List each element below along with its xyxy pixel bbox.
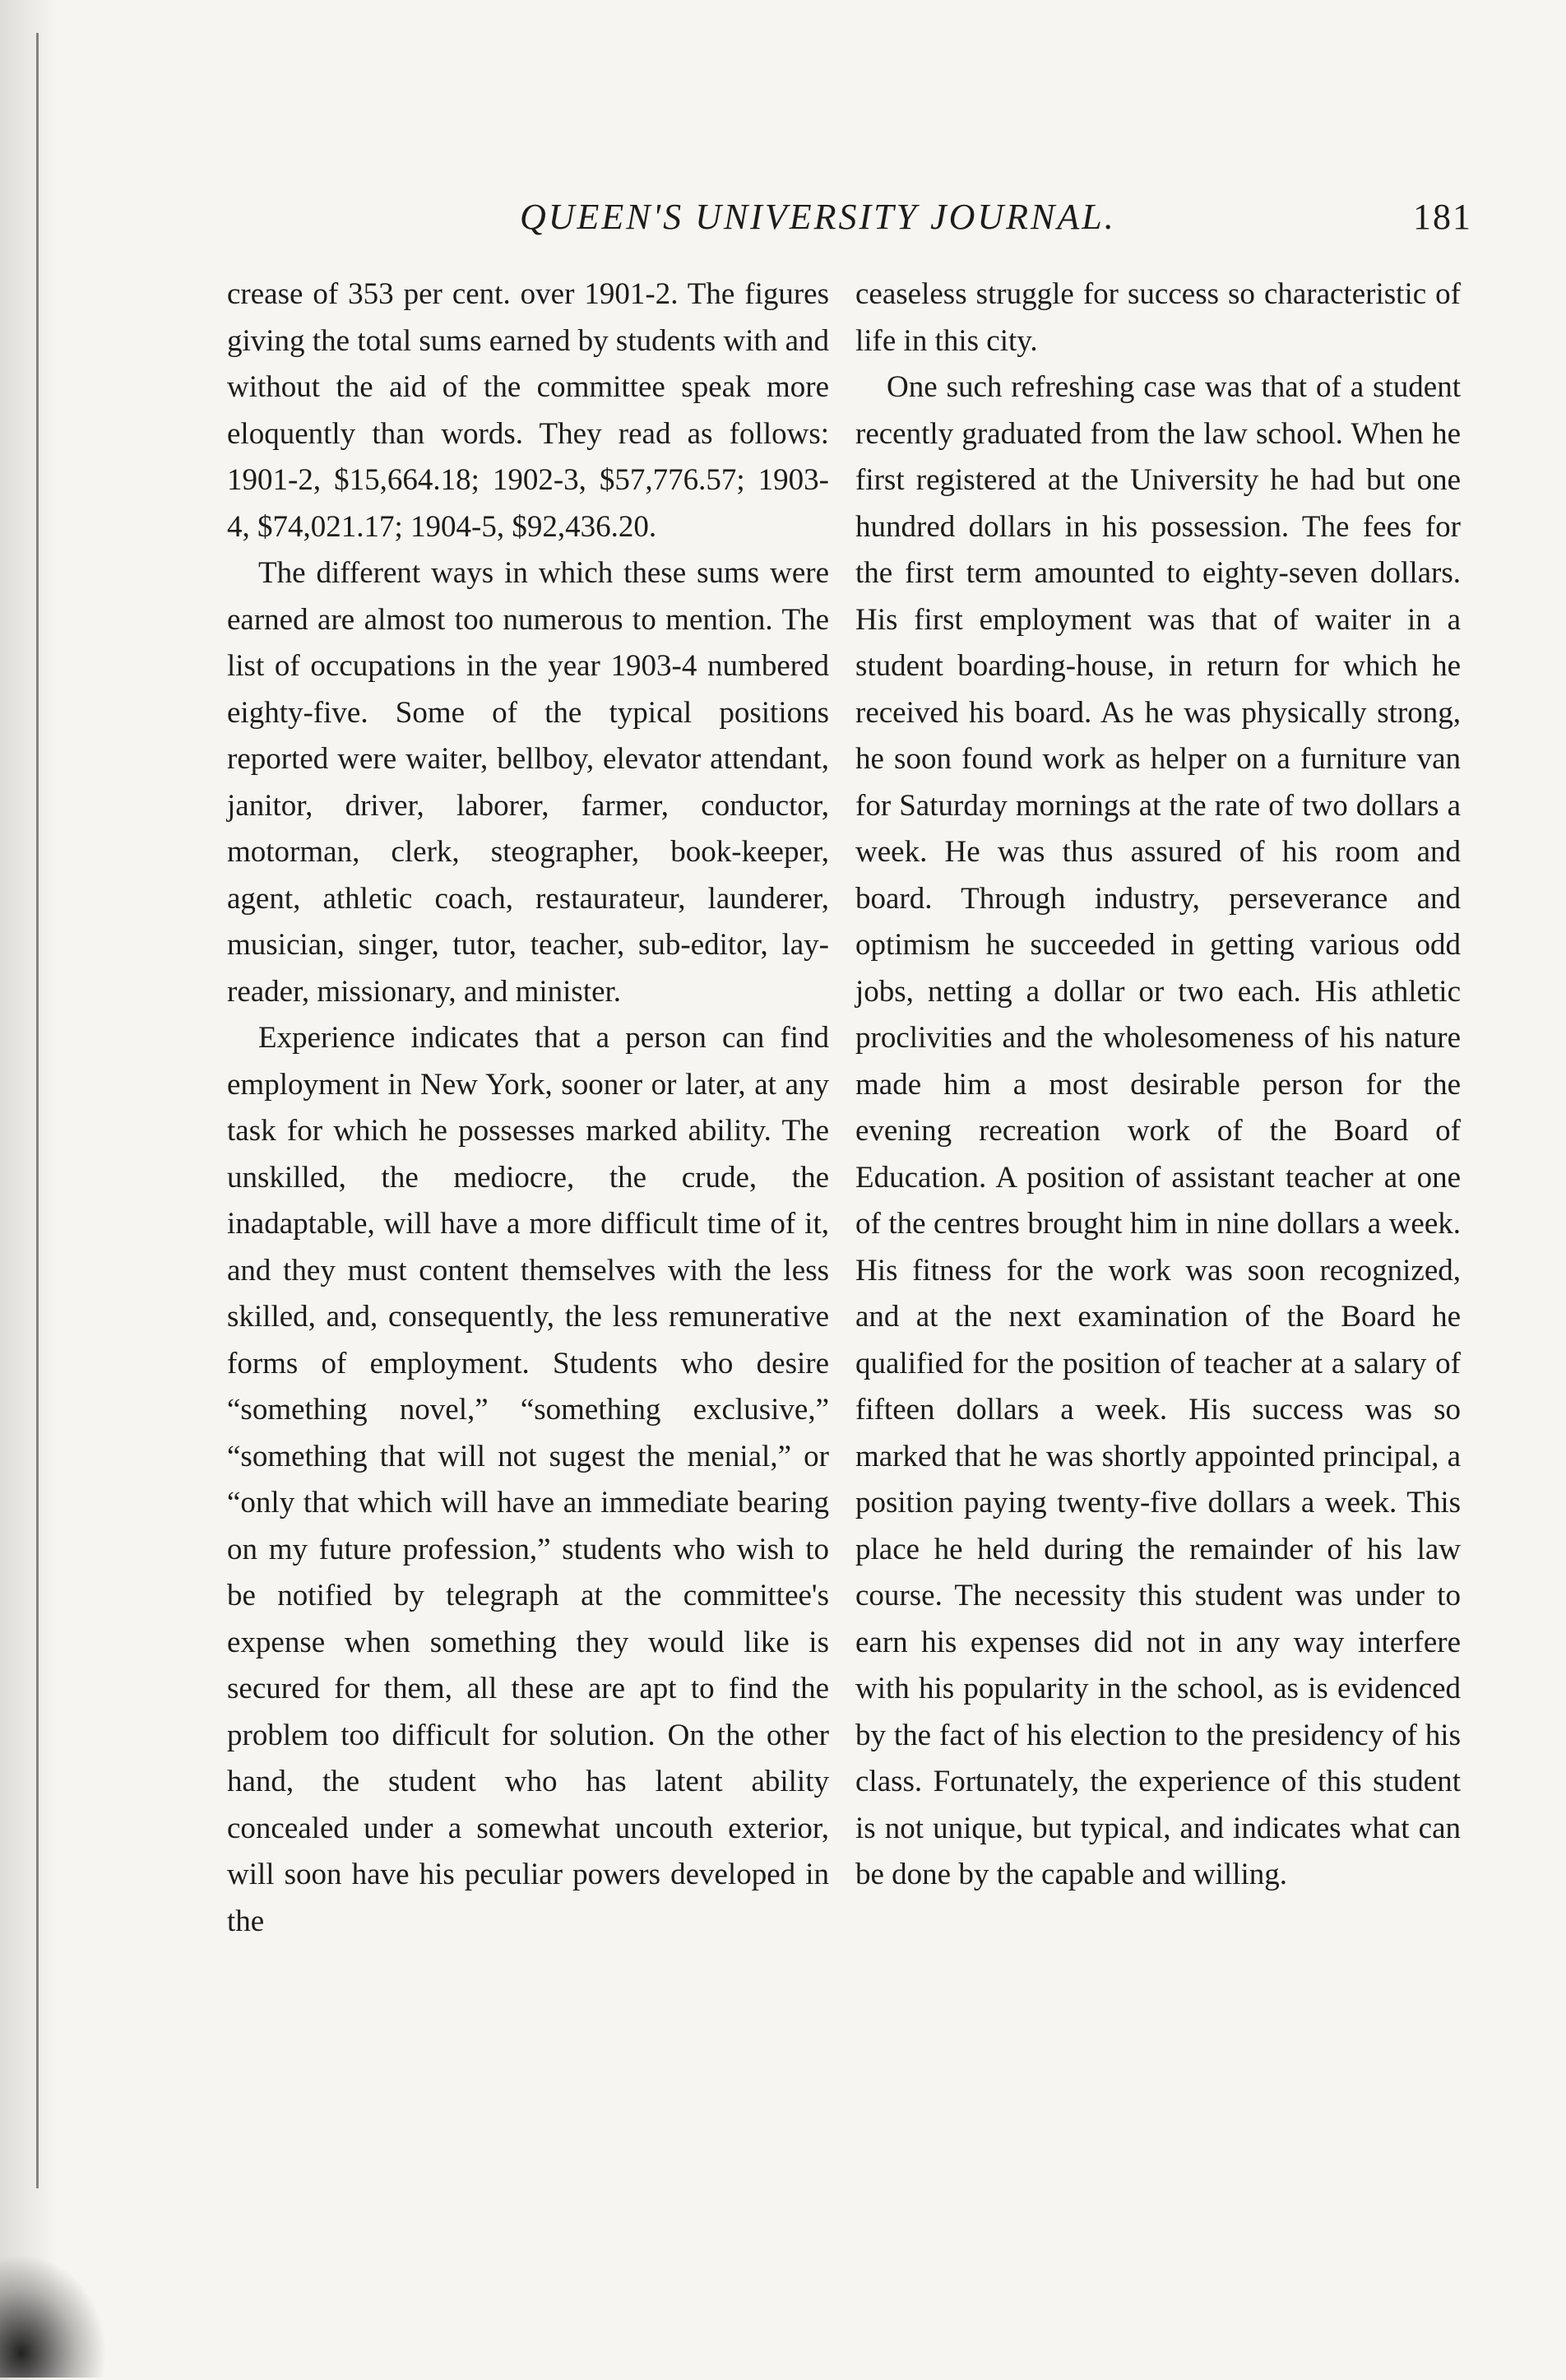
paragraph: One such refreshing case was that of a student recently graduated from the law school. When he first registered at the University he had but one hundred dollars in his possession. The fees for the first term amounted to eighty-seven dollars. His first employment was that of waiter in a student boarding-house, in return for which he received his board. As he was physically strong, he soon found work as helper on a furniture van for Saturday mornings at the rate of two dollars a week. He was thus assured of his room and board. Through industry, perseverance and optimism he succeeded in getting various odd jobs, netting a dollar or two each. His athletic proclivities and the wholesomeness of his nature made him a most desirable person for the evening recreation work of the Board of Education. A position of assistant teacher at one of the centres brought him in nine dollars a week. His fitness for the work was soon recognized, and at the next examination of the Board he qualified for the position of teacher at a salary of fifteen dollars a week. His success was so marked that he was shortly appointed principal, a position paying twenty-five dollars a week. This place he held during the remainder of his law course. The necessity this student was under to earn his expenses did not in any way interfere with his popularity in the school, as is evidenced by the fact of his election to the presidency of his class. Fortunately, the experience of this student is not unique, but typical, and indicates what can be done by the capable and willing. xyxy=(855,370,1461,1891)
binding-shadow xyxy=(0,0,58,2380)
binding-line xyxy=(36,33,39,2188)
page-number: 181 xyxy=(1413,197,1472,237)
paragraph: The different ways in which these sums were earned are almost too numerous to mention. The list of occupations in the year 1903-4 numbered eighty-five. Some of the typical positions reported were waiter, bellboy, elevator attendant, janitor, driver, laborer, farmer, conductor, motorman, clerk, steographer, book-keeper, agent, athletic coach, restaurateur, launderer, musician, singer, tutor, teacher, sub-editor, lay-reader, missionary, and minister. xyxy=(227,556,829,1009)
paragraph: crease of 353 per cent. over 1901-2. The figures giving the total sums earned by students with and without the aid of the committee speak more eloquently than words. They read as follows: 1901-2, $15,664.18; 1902-3, $57,776.57; 1903-4, $74,021.17; 1904-5, $92,436.20. xyxy=(227,277,829,544)
left-column xyxy=(227,271,829,1945)
right-column xyxy=(855,271,1461,1899)
paragraph: ceaseless struggle for success so characteristic of life in this city. xyxy=(855,277,1461,358)
journal-title: QUEEN'S UNIVERSITY JOURNAL. xyxy=(520,197,1116,237)
ink-blot xyxy=(0,2254,107,2378)
running-head xyxy=(0,196,1566,253)
paragraph: Experience indicates that a person can find employment in New York, sooner or later, at any task for which he possesses marked ability. The unskilled, the mediocre, the crude, the inadaptable, will have a more difficult time of it, and they must content themselves with the less skilled, and, consequently, the less remunerative forms of employment. Students who desire “something novel,” “something exclusive,” “something that will not sugest the menial,” or “only that which will have an immediate bearing on my future profession,” students who wish to be notified by telegraph at the committee's expense when something they would like is secured for them, all these are apt to find the problem too difficult for solution. On the other hand, the student who has latent ability concealed under a somewhat uncouth exterior, will soon have his peculiar powers developed in the xyxy=(227,1021,829,1938)
